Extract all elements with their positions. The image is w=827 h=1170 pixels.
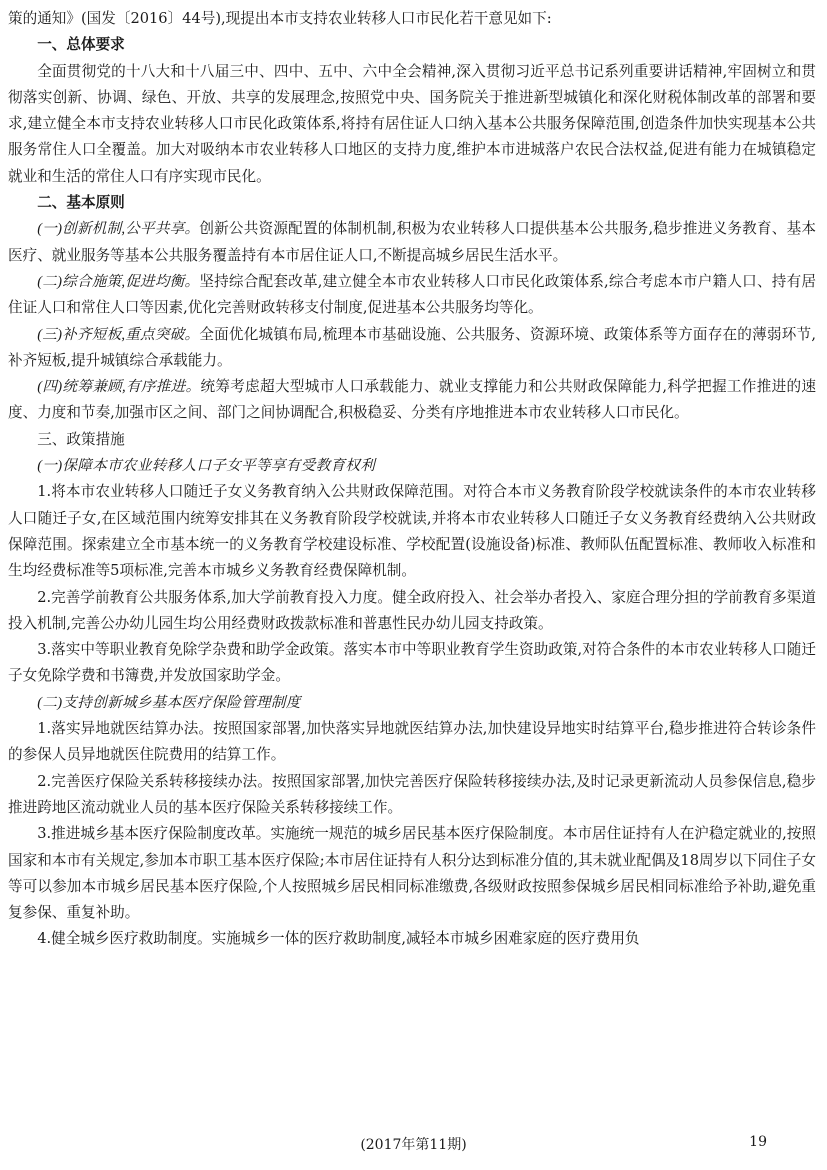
- section-heading: 一、总体要求: [37, 36, 125, 54]
- principle-lead: (二)综合施策,促进均衡。: [37, 273, 200, 290]
- principle-lead: (四)统筹兼顾,有序推进。: [37, 379, 201, 396]
- principle-text: 坚持综合配套改革,建立健全本市农业转移人口市民化政策体系,综合考虑本市户籍人口、持有居住证人口和常住人口等因素,优化完善财政转移支付制度,促进基本公共服务均等化。: [8, 272, 816, 317]
- principle-lead: (三)补齐短板,重点突破。: [37, 326, 200, 343]
- body-paragraph: 1.落实异地就医结算办法。按照国家部署,加快落实异地就医结算办法,加快建设异地实时结算平台,稳步推进符合转诊条件的参保人员异地就医住院费用的结算工作。: [8, 720, 816, 764]
- subsection-heading: (二)支持创新城乡基本医疗保险管理制度: [37, 694, 301, 711]
- issue-label: (2017年第11期): [360, 1137, 467, 1153]
- section-heading: 二、基本原则: [37, 194, 125, 212]
- body-paragraph: 2.完善医疗保险关系转移接续办法。按照国家部署,加快完善医疗保险转移接续办法,及时记录更新流动人员参保信息,稳步推进跨地区流动就业人员的基本医疗保险关系转移接续工作。: [8, 772, 816, 816]
- body-paragraph: 策的通知》(国发〔2016〕44号),现提出本市支持农业转移人口市民化若干意见如下:: [8, 10, 552, 27]
- body-paragraph: 3.落实中等职业教育免除学杂费和助学金政策。落实本市中等职业教育学生资助政策,对符合条件的本市农业转移人口随迁子女免除学费和书簿费,并发放国家助学金。: [8, 641, 816, 685]
- section-heading: 三、政策措施: [37, 430, 125, 448]
- principle-paragraph: [8, 322, 816, 375]
- principle-text: 创新公共资源配置的体制机制,积极为农业转移人口提供基本公共服务,稳步推进义务教育、基本医疗、就业服务等基本公共服务覆盖持有本市居住证人口,不断提高城乡居民生活水平。: [8, 220, 816, 264]
- subsection-heading: (一)保障本市农业转移人口子女平等享有受教育权利: [37, 458, 376, 475]
- principle-paragraph: [8, 374, 816, 427]
- document-body: [8, 6, 816, 953]
- body-paragraph: 2.完善学前教育公共服务体系,加大学前教育投入力度。健全政府投入、社会举办者投入、家庭合理分担的学前教育多渠道投入机制,完善公办幼儿园生均公用经费财政拨款标准和普惠性民办幼儿园支持政策。: [8, 588, 816, 632]
- principle-lead: (一)创新机制,公平共享。: [37, 221, 200, 238]
- principle-paragraph: [8, 269, 816, 322]
- principle-text: 统筹考虑超大型城市人口承载能力、就业支撑能力和公共财政保障能力,科学把握工作推进的速度、力度和节奏,加强市区之间、部门之间协调配合,积极稳妥、分类有序地推进本市农业转移人口市民化。: [8, 378, 816, 422]
- body-paragraph: 全面贯彻党的十八大和十八届三中、四中、五中、六中全会精神,深入贯彻习近平总书记系列重要讲话精神,牢固树立和贯彻落实创新、协调、绿色、开放、共享的发展理念,按照党中央、国务院关于推进新型城镇化和深化财税体制改革的部署和要求,建立健全本市支持农业转移人口市民化政策体系,将持有居住证人口纳入基本公共服务保障范围,创造条件加快实现基本公共服务常住人口全覆盖。加大对吸纳本市农业转移人口地区的支持力度,维护本市进城落户农民合法权益,促进有能力在城镇稳定就业和生活的常住人口有序实现市民化。: [8, 62, 816, 185]
- principle-paragraph: [8, 216, 816, 269]
- page-footer: [0, 1128, 827, 1158]
- principle-text: 全面优化城镇布局,梳理本市基础设施、公共服务、资源环境、政策体系等方面存在的薄弱环节,补齐短板,提升城镇综合承载能力。: [8, 325, 816, 369]
- body-paragraph: 1.将本市农业转移人口随迁子女义务教育纳入公共财政保障范围。对符合本市义务教育阶段学校就读条件的本市农业转移人口随迁子女,在区域范围内统筹安排其在义务教育阶段学校就读,并将本市农业转移人口随迁子女义务教育经费纳入公共财政保障范围。探索建立全市基本统一的义务教育学校建设标准、学校配置(设施设备)标准、教师队伍配置标准、教师收入标准和生均经费标准等5项标准,完善本市城乡义务教育经费保障机制。: [8, 483, 816, 580]
- body-paragraph: 3.推进城乡基本医疗保险制度改革。实施统一规范的城乡居民基本医疗保险制度。本市居住证持有人在沪稳定就业的,按照国家和本市有关规定,参加本市职工基本医疗保险;本市居住证持有人积分达到标准分值的,其未就业配偶及18周岁以下同住子女等可以参加本市城乡居民基本医疗保险,个人按照城乡居民相同标准缴费,各级财政按照参保城乡居民相同标准给予补助,避免重复参保、重复补助。: [8, 825, 816, 922]
- page-number: 19: [749, 1134, 767, 1150]
- body-paragraph: 4.健全城乡医疗救助制度。实施城乡一体的医疗救助制度,减轻本市城乡困难家庭的医疗费用负: [37, 930, 640, 948]
